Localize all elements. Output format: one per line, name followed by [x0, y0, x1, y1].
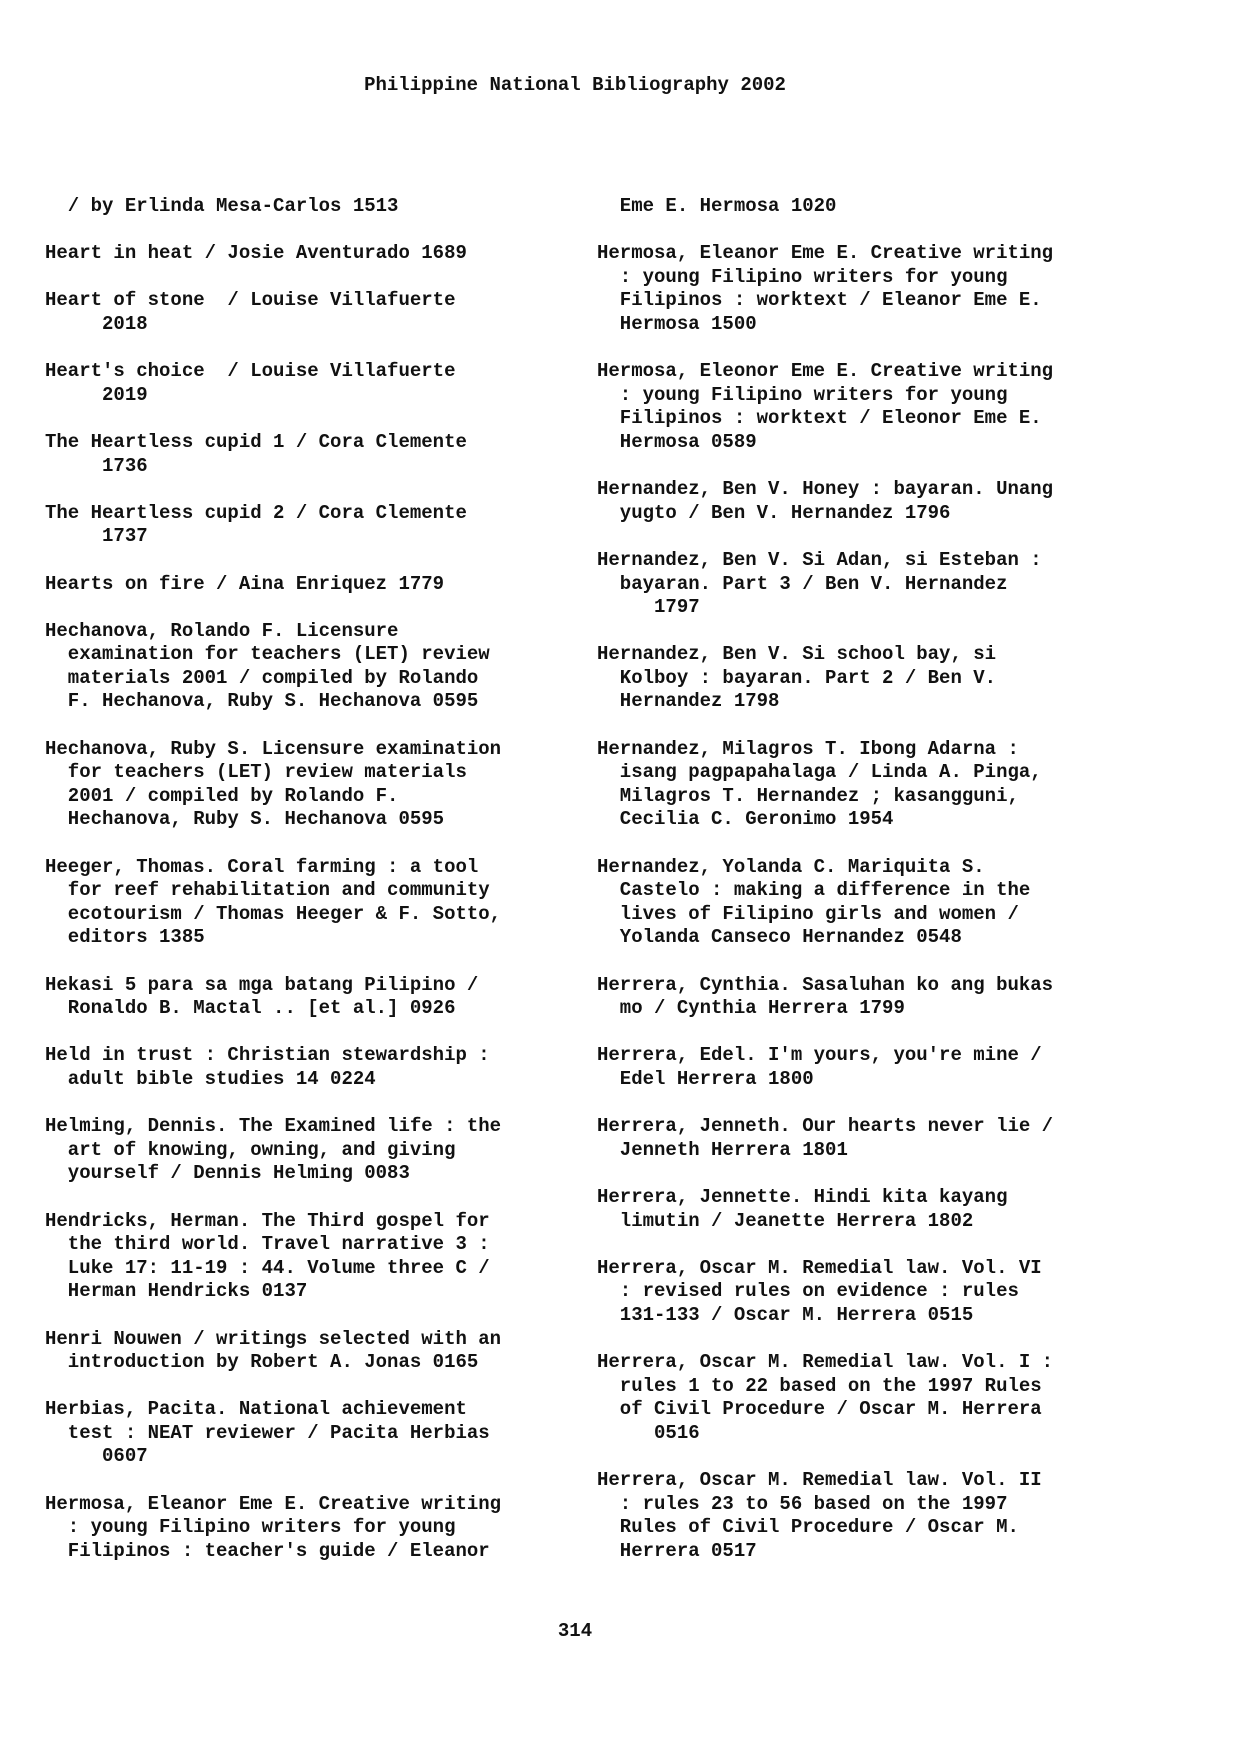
bibliography-entry: Hernandez, Ben V. Si school bay, si Kolboy : bayaran. Part 2 / Ben V. Hernandez 1798 [597, 643, 997, 713]
bibliography-entry: Henri Nouwen / writings selected with an introduction by Robert A. Jonas 0165 [45, 1327, 502, 1374]
bibliography-entry: Herrera, Jenneth. Our hearts never lie / Jenneth Herrera 1801 [597, 1115, 1054, 1161]
bibliography-entry: Helming, Dennis. The Examined life : the art of knowing, owning, and giving yourself / Dennis Helming 0083 [45, 1115, 502, 1185]
bibliography-entry: The Heartless cupid 1 / Cora Clemente 1736 [45, 430, 467, 477]
bibliography-entry: Herrera, Oscar M. Remedial law. Vol. VI : revised rules on evidence : rules 131-133 / Oscar M. Herrera 0515 [597, 1256, 1042, 1326]
bibliography-entry: Herrera, Edel. I'm yours, you're mine / Edel Herrera 1800 [597, 1044, 1042, 1090]
bibliography-entry: Herrera, Oscar M. Remedial law. Vol. I : rules 1 to 22 based on the 1997 Rules of Civil Procedure / Oscar M. Herrera 0516 [597, 1351, 1054, 1444]
left-column [45, 195, 605, 1587]
bibliography-entry: Heart in heat / Josie Aventurado 1689 [45, 242, 467, 265]
bibliography-entry: Herrera, Cynthia. Sasaluhan ko ang bukas mo / Cynthia Herrera 1799 [597, 973, 1054, 1020]
bibliography-entry: Hermosa, Eleanor Eme E. Creative writing : young Filipino writers for young Filipinos : teacher's guide / Eleanor [45, 1492, 502, 1562]
bibliography-entry: Hernandez, Ben V. Si Adan, si Esteban : bayaran. Part 3 / Ben V. Hernandez 1797 [597, 548, 1042, 619]
bibliography-entry: Hernandez, Yolanda C. Mariquita S. Castelo : making a difference in the lives of Filipino girls and women / Yolanda Canseco Hernandez 0548 [597, 855, 1031, 949]
page-title: Philippine National Bibliography 2002 [364, 74, 786, 96]
right-column [597, 195, 1157, 1587]
bibliography-entry: Hermosa, Eleonor Eme E. Creative writing : young Filipino writers for young Filipinos : worktext / Eleonor Eme E. Hermosa 0589 [597, 360, 1054, 453]
bibliography-entry: Hernandez, Milagros T. Ibong Adarna : isang pagpapahalaga / Linda A. Pinga, Milagros T. Hernandez ; kasangguni, Cecilia C. Geronimo 1954 [597, 737, 1042, 831]
bibliography-entry: Hechanova, Rolando F. Licensure examination for teachers (LET) review materials 2001 / compiled by Rolando F. Hechanova, Ruby S. Hechanova 0595 [45, 619, 490, 713]
bibliography-entry: Held in trust : Christian stewardship : adult bible studies 14 0224 [45, 1044, 490, 1090]
bibliography-entry: Hearts on fire / Aina Enriquez 1779 [45, 572, 445, 595]
bibliography-entry: The Heartless cupid 2 / Cora Clemente 1737 [45, 501, 467, 548]
bibliography-entry: Hendricks, Herman. The Third gospel for the third world. Travel narrative 3 : Luke 17: 11-19 : 44. Volume three C / Herman Hendricks 0137 [45, 1209, 490, 1303]
bibliography-entry: Hernandez, Ben V. Honey : bayaran. Unang yugto / Ben V. Hernandez 1796 [597, 478, 1054, 524]
bibliography-entry: Herbias, Pacita. National achievement test : NEAT reviewer / Pacita Herbias 0607 [45, 1398, 490, 1468]
bibliography-entry: Heeger, Thomas. Coral farming : a tool for reef rehabilitation and community ecotourism / Thomas Heeger & F. Sotto, editors 1385 [45, 855, 502, 949]
bibliography-entry: Heart's choice / Louise Villafuerte 2019 [45, 360, 456, 406]
page-number: 314 [557, 1620, 593, 1642]
bibliography-entry: Eme E. Hermosa 1020 [597, 195, 837, 217]
bibliography-entry: Hechanova, Ruby S. Licensure examination for teachers (LET) review materials 2001 / compiled by Rolando F. Hechanova, Ruby S. Hechanova 0595 [45, 737, 502, 831]
bibliography-entry: Herrera, Jennette. Hindi kita kayang limutin / Jeanette Herrera 1802 [597, 1185, 1008, 1232]
bibliography-entry: Hekasi 5 para sa mga batang Pilipino / Ronaldo B. Mactal .. [et al.] 0926 [45, 973, 479, 1020]
bibliography-entry: / by Erlinda Mesa-Carlos 1513 [45, 195, 399, 217]
bibliography-entry: Herrera, Oscar M. Remedial law. Vol. II : rules 23 to 56 based on the 1997 Rules of Civil Procedure / Oscar M. Herrera 0517 [597, 1469, 1042, 1562]
bibliography-entry: Heart of stone / Louise Villafuerte 2018 [45, 289, 456, 335]
bibliography-entry: Hermosa, Eleanor Eme E. Creative writing : young Filipino writers for young Filipinos : worktext / Eleanor Eme E. Hermosa 1500 [597, 242, 1054, 335]
